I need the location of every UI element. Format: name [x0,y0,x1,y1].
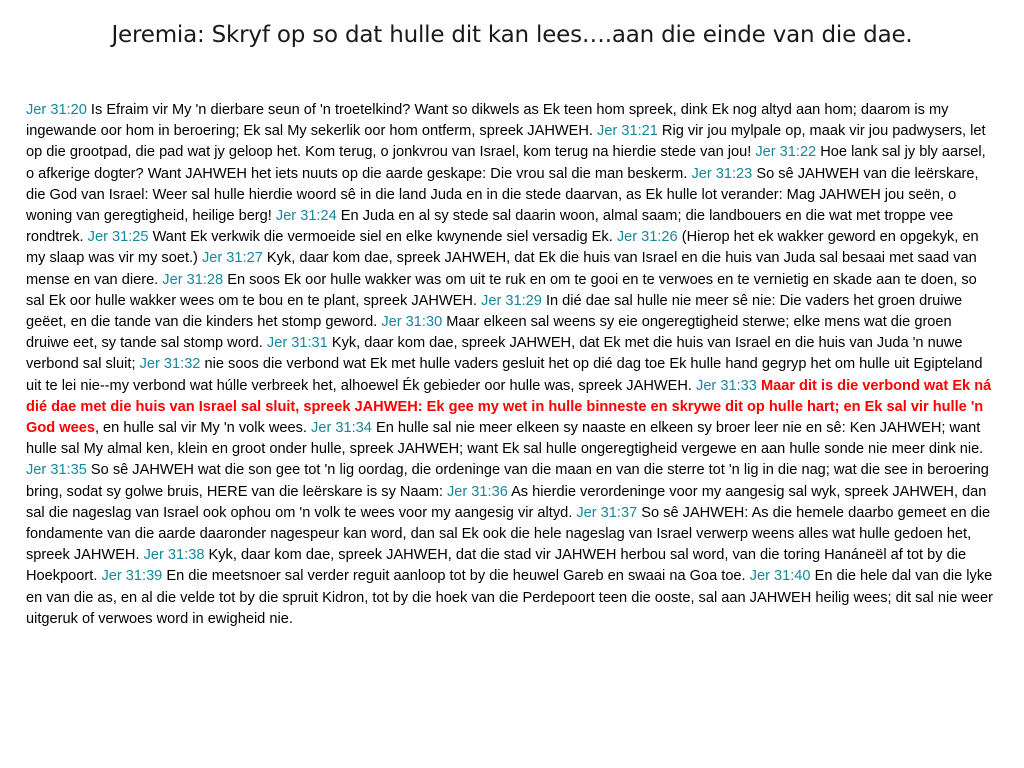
verse-reference: Jer 31:32 [139,356,201,373]
verse-reference: Jer 31:27 [201,250,263,267]
verse-text: So sê JAHWEH wat die son gee tot 'n lig oordag, die ordeninge van die maan en van die sterre tot 'n lig in die nag; wat die see in beroering bring, sodat sy golwe bruis, HERE van die leërskare is sy Naam: [26,462,989,500]
verse-reference: Jer 31:39 [101,568,163,585]
verse-reference: Jer 31:26 [616,229,678,246]
verse-reference: Jer 31:30 [381,314,443,331]
verse-reference: Jer 31:21 [597,123,658,140]
verse-text: So sê JAHWEH: As die hemele daarbo gemeet en die fondamente van die aarde daaronder nagespeur kan word, dan sal Ek ook die hele nageslag van Israel verwerp weens alles wat hulle gedoen het, spreek JAHWEH. [26,504,991,564]
verse-reference: Jer 31:33 [696,377,757,394]
verse-reference: Jer 31:23 [691,165,753,182]
verse-text: En Juda en al sy stede sal daarin woon, almal saam; die landbouers en die wat met troppe vee rondtrek. [26,208,954,246]
verse-reference: Jer 31:37 [576,504,638,521]
verse-reference: Jer 31:31 [266,335,328,352]
verse-reference: Jer 31:36 [446,483,508,500]
verse-text: Want Ek verkwik die vermoeide siel en elke kwynende siel versadig Ek. [148,229,617,246]
verse-text: nie soos die verbond wat Ek met hulle vaders gesluit het op dié dag toe Ek hulle hand gegryp het om hulle uit Egipteland uit te lei nie--my verbond wat húlle verbreek het, alhoewel Ék gebieder oor hulle was, spreek JAHWEH. [26,356,983,394]
highlighted-verse-text: Maar dit is die verbond wat Ek ná dié dae met die huis van Israel sal sluit, spreek JAHWEH: Ek gee my wet in hulle binneste en skrywe dit op hulle hart; en Ek sal vir hulle 'n God wees [26,377,992,437]
verse-text: , en hulle sal vir My 'n volk wees. [94,420,312,437]
verse-reference: Jer 31:40 [749,568,811,585]
verse-reference: Jer 31:20 [26,102,87,118]
verse-text: Rig vir jou mylpale op, maak vir jou padwysers, let op die grootpad, die pad wat jy geloop het. Kom terug, o jonkvrou van Israel, kom terug na hierdie stede van jou! [26,123,986,161]
verse-text: En die meetsnoer sal verder reguit aanloop tot by die heuwel Gareb en swaai na Goa toe. [162,568,750,585]
verse-text: Hoe lank sal jy bly aarsel, o afkerige dogter? Want JAHWEH het iets nuuts op die aarde geskape: Die vrou sal die man beskerm. [26,144,986,182]
verse-reference: Jer 31:28 [162,271,224,288]
verse-text: Kyk, daar kom dae, spreek JAHWEH, dat Ek die huis van Israel en die huis van Juda sal besaai met saad van mense en van diere. [26,250,977,288]
verse-text: Kyk, daar kom dae, spreek JAHWEH, dat die stad vir JAHWEH herbou sal word, van die toring Hanáneël af tot by die Hoekpoort. [26,547,967,585]
verse-text: In dié dae sal hulle nie meer sê nie: Die vaders het groen druiwe geëet, en die tande van die kinders het stomp geword. [26,292,963,331]
verse-reference: Jer 31:35 [26,462,87,479]
verse-text: As hierdie verordeninge voor my aangesig sal wyk, spreek JAHWEH, dan sal die nageslag van Israel ook ophou om 'n volk te wees voor my aangesig vir altyd. [26,483,987,521]
verse-reference: Jer 31:29 [481,292,542,309]
verse-text: (Hierop het ek wakker geword en opgekyk, en my slaap was vir my soet.) [26,229,979,267]
verse-text: Is Efraim vir My 'n dierbare seun of 'n troetelkind? Want so dikwels as Ek teen hom spreek, dink Ek nog altyd aan hom; daarom is my ingewande oor hom in beroering; Ek sal My sekerlik oor hom ontferm, spreek JAHWEH. [26,102,949,140]
verse-reference: Jer 31:34 [311,420,372,437]
verse-reference: Jer 31:24 [275,208,337,225]
scripture-passage [26,100,994,630]
verse-text: Maar elkeen sal weens sy eie ongeregtigheid sterwe; elke mens wat die groen druiwe eet, sy tande sal stomp word. [26,314,952,352]
verse-text: En soos Ek oor hulle wakker was om uit te ruk en om te gooi en te verwoes en te vernietig en skade aan te doen, so sal Ek oor hulle wakker wees om te bou en te plant, spreek JAHWEH. [26,271,977,309]
verse-text: En hulle sal nie meer elkeen sy naaste en elkeen sy broer leer nie en sê: Ken JAHWEH; want hulle sal My almal ken, klein en groot onder hulle, spreek JAHWEH; want Ek sal hulle ongeregtigheid vergewe en aan hulle sonde nie meer dink nie. [26,420,984,458]
verse-text: So sê JAHWEH van die leërskare, die God van Israel: Weer sal hulle hierdie woord sê in die land Juda en in die stede daarvan, as Ek hulle lot verander: Mag JAHWEH jou seën, o woning van geregtigheid, heilige berg! [26,165,979,225]
verse-text: En die hele dal van die lyke en van die as, en al die velde tot by die spruit Kidron, tot by die hoek van die Perdepoort teen die ooste, sal aan JAHWEH heilig wees; dit sal nie weer uitgeruk of verwoes word in ewigheid nie. [26,568,993,627]
verse-reference: Jer 31:38 [143,547,205,564]
verse-text: Kyk, daar kom dae, spreek JAHWEH, dat Ek met die huis van Israel en die huis van Juda 'n nuwe verbond sal sluit; [26,335,963,373]
verse-reference: Jer 31:25 [87,229,149,246]
slide-title: Jeremia: Skryf op so dat hulle dit kan lees….aan die einde van die dae. [111,22,913,48]
verse-reference: Jer 31:22 [755,144,817,161]
